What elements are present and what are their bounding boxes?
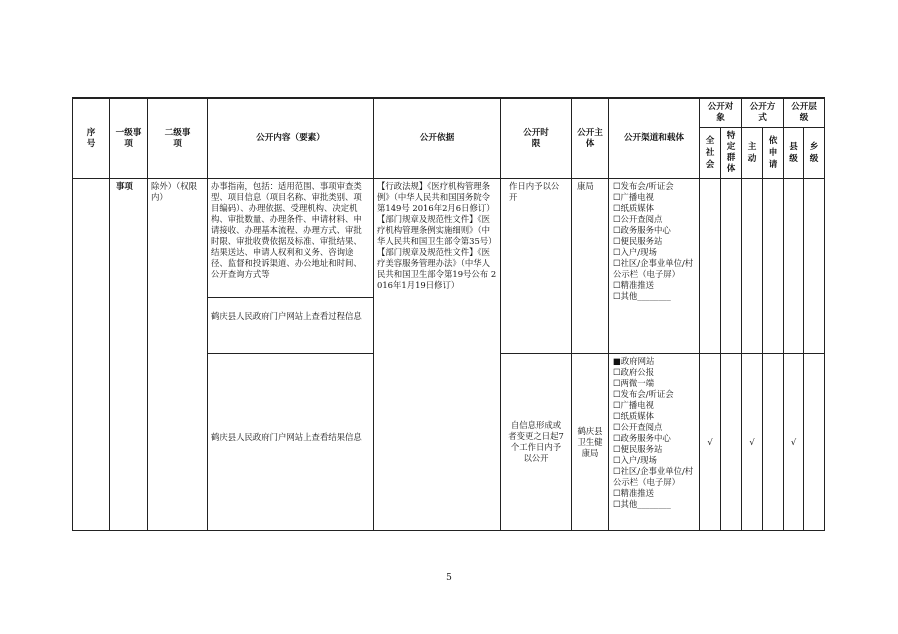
header-method-active: 主动: [747, 142, 757, 164]
channel-option: ☐广播电视: [613, 192, 655, 202]
time-limit-1: 作日内予以公开: [509, 181, 560, 202]
col-border-11: [762, 127, 763, 531]
level1-item: 事项: [116, 181, 133, 191]
check-mark-active: √: [749, 436, 755, 447]
content-row-split-2: [207, 353, 373, 354]
channel-option: ☐便民服务站: [613, 444, 663, 454]
channel-option: ☐精准推送: [613, 488, 655, 498]
channel-option: ☐纸质媒体: [613, 203, 655, 213]
channel-option: ☐两微一端: [613, 378, 655, 388]
channel-option: ☐入户/现场: [613, 247, 657, 257]
header-seq: 序号: [86, 127, 96, 149]
col-border-13: [803, 127, 804, 531]
channel-option: ☐入户/现场: [613, 455, 657, 465]
channel-option: ☐政府公报: [613, 367, 655, 377]
header-object-society: 全社会: [705, 136, 715, 170]
channel-option: ■政府网站: [613, 356, 655, 366]
table-bottom-border: [72, 530, 824, 531]
header-basis: 公开依据: [419, 133, 455, 143]
check-mark-society: √: [707, 436, 713, 447]
header-content: 公开内容（要素）: [256, 133, 325, 143]
header-level-county: 县级: [789, 142, 798, 164]
time-limit-2: 自信息形成或者变更之日起7个工作日内予以公开: [508, 420, 564, 463]
basis-item: 【行政法规】《医疗机构管理条例》（中华人民共和国国务院令第149号 2016年2月6日修订）: [377, 181, 495, 213]
content-process-info: 鹤庆县人民政府门户网站上查看过程信息: [211, 311, 362, 321]
channel-option: ☐公开查阅点: [613, 214, 663, 224]
channel-option: ☐发布会/听证会: [613, 181, 674, 191]
header-channel: 公开渠道和载体: [623, 133, 685, 143]
channel-option: ☐纸质媒体: [613, 411, 655, 421]
channel-list-1: [610, 179, 699, 353]
channel-option: ☐社区/企事业单位/村公示栏（电子屏）: [613, 258, 694, 279]
header-level-town: 乡级: [809, 142, 819, 164]
header-level: 公开层级: [791, 102, 817, 123]
channel-option: ☐政务服务中心: [613, 433, 671, 443]
channel-option: ☐发布会/听证会: [613, 389, 674, 399]
col-border-14: [824, 97, 825, 531]
channel-list-2: [610, 354, 699, 530]
subject-1: 康局: [577, 181, 594, 191]
channel-option: ☐便民服务站: [613, 236, 663, 246]
content-result-info: 鹤庆县人民政府门户网站上查看结果信息: [211, 432, 362, 442]
channel-option: ☐其他________: [613, 291, 671, 301]
check-mark-county: √: [790, 436, 797, 447]
page-number: 5: [446, 573, 452, 583]
channel-option: ☐政务服务中心: [613, 225, 671, 235]
header-method-apply: 依申请: [768, 136, 778, 170]
col-border-9: [720, 127, 721, 531]
content-guide: 办事指南，包括：适用范围、事项审查类型、项目信息（项目名称、审批类别、项目编码）、办理依据、受理机构、决定机构、审批数量、办理条件、申请材料、申请接收、办理基本流程、办理方式、审批时限、审批收费依据及标准、审批结果、结果送达、申请人权利和义务、咨询途径、监督和投诉渠道、办公地址和时间、公开查询方式等: [211, 181, 362, 279]
content-row-split-1: [207, 297, 373, 298]
header-subject: 公开主体: [577, 127, 603, 149]
header-method: 公开方式: [749, 102, 776, 123]
header-object-specific: 特定群体: [726, 131, 736, 174]
basis-item: 【部门规章及规范性文件】《医疗机构管理条例实施细则》（中华人民共和国卫生部令第35号）: [377, 214, 497, 246]
basis-list: [374, 179, 500, 349]
subject-2: 鹤庆县卫生健康局: [577, 425, 603, 458]
channel-option: ☐精准推送: [613, 280, 655, 290]
header-level2: 二级事项: [164, 127, 191, 149]
level2-item: 除外）（权限内）: [151, 181, 198, 202]
channel-option: ☐其他________: [613, 499, 671, 509]
channel-option: ☐社区/企事业单位/村公示栏（电子屏）: [613, 466, 694, 487]
header-object: 公开对象: [707, 102, 734, 123]
channel-option: ☐公开查阅点: [613, 422, 663, 432]
channel-option: ☐广播电视: [613, 400, 655, 410]
header-level1: 一级事项: [115, 127, 142, 149]
header-time-limit: 公开时限: [523, 127, 549, 149]
basis-item: 【部门规章及规范性文件】《医疗美容服务管理办法》（中华人民共和国卫生部令第19号公布 2016年1月19日修订）: [377, 247, 497, 290]
